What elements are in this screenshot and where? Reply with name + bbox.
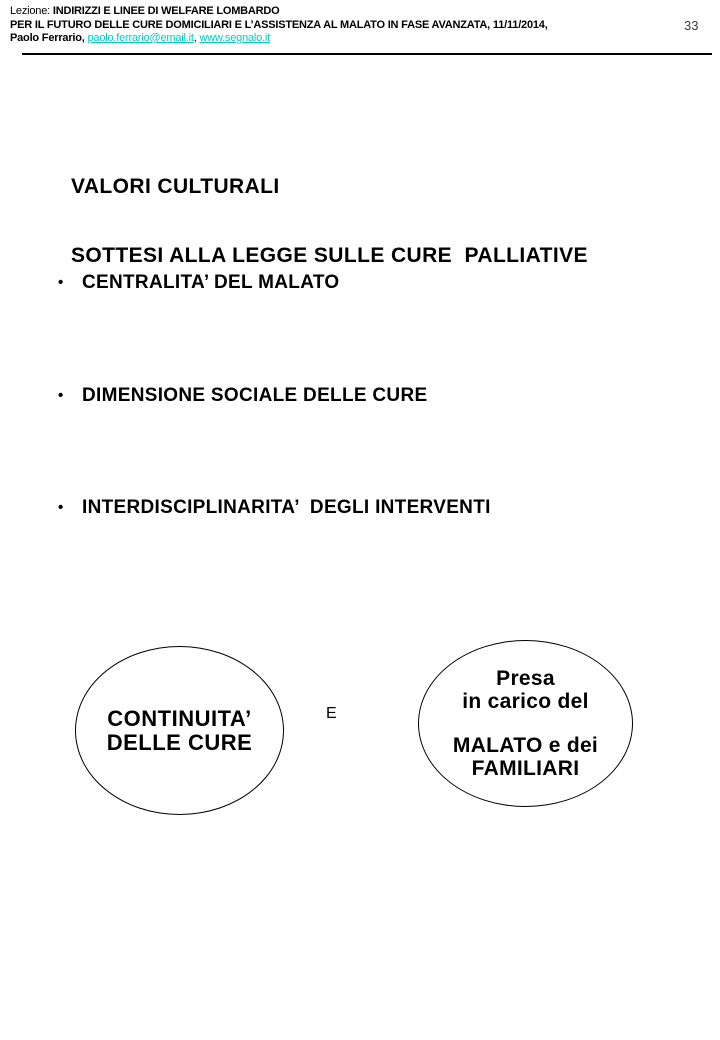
link-separator: , (193, 32, 200, 44)
lesson-prefix: Lezione: (10, 5, 53, 17)
bullet-text: INTERDISCIPLINARITA’ DEGLI INTERVENTI (82, 497, 491, 518)
slide-title (71, 129, 588, 290)
care-line-4: FAMILIARI (471, 757, 580, 780)
bullet-text: DIMENSIONE SOCIALE DELLE CURE (82, 385, 428, 406)
bullet-item (58, 385, 427, 407)
header-line-1 (10, 5, 650, 19)
bullet-dot-icon: • (58, 387, 64, 404)
website-link[interactable]: www.segnalo.it (199, 32, 271, 44)
slide-header (10, 5, 650, 46)
email-link[interactable]: paolo.ferrario@email.it (87, 32, 194, 44)
page-number: 33 (684, 18, 699, 33)
care-line-2: in carico del (462, 690, 589, 713)
header-line-2: PER IL FUTURO DELLE CURE DOMICILIARI E L’ASSISTENZA AL MALATO IN FASE AVANZATA, 11/11/2014, (10, 18, 548, 31)
continuity-ellipse (75, 646, 284, 815)
connector-label: E (326, 705, 338, 722)
lecture-title: INDIRIZZI E LINEE DI WELFARE LOMBARDO (52, 5, 280, 17)
bullet-dot-icon: • (58, 274, 64, 291)
bullet-item (58, 497, 491, 519)
bullet-item (58, 272, 339, 294)
slide-title-line-2: SOTTESI ALLA LEGGE SULLE CURE PALLIATIVE (71, 244, 588, 267)
bullet-text: CENTRALITA’ DEL MALATO (82, 272, 340, 293)
continuity-line-1: CONTINUITA’ (107, 705, 252, 731)
slide-title-line-1: VALORI CULTURALI (71, 175, 280, 198)
care-line-3: MALATO e dei (452, 734, 599, 757)
header-line-3 (10, 32, 650, 46)
author-name: Paolo Ferrario, (10, 32, 88, 44)
header-divider (22, 53, 712, 55)
bullet-dot-icon: • (58, 499, 64, 516)
continuity-line-2: DELLE CURE (106, 729, 253, 755)
care-line-1: Presa (496, 667, 555, 690)
care-ellipse (418, 640, 633, 807)
